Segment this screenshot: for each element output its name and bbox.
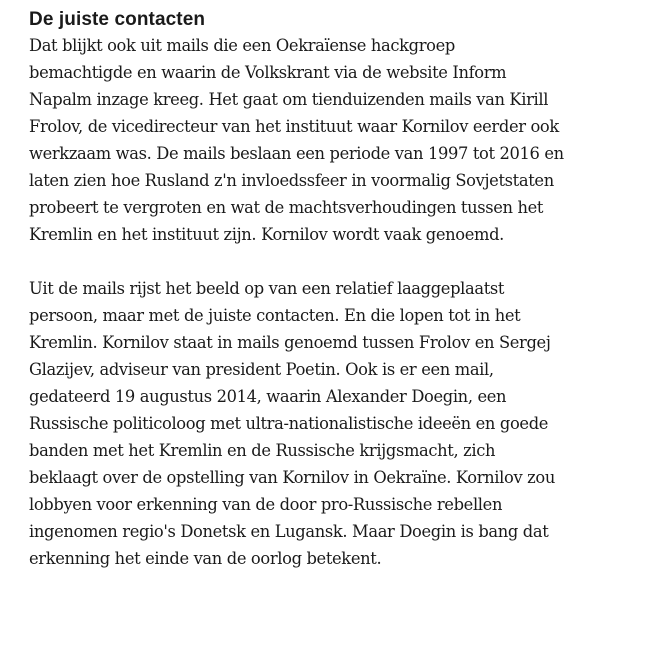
text-line: lobbyen voor erkenning van de door pro-Russische rebellen <box>29 495 503 514</box>
text-line: erkenning het einde van de oorlog betekent. <box>29 549 382 568</box>
section-heading: De juiste contacten <box>29 9 206 30</box>
text-line: beklaagt over de opstelling van Kornilov in Oekraïne. Kornilov zou <box>29 468 555 487</box>
text-line: Napalm inzage kreeg. Het gaat om tienduizenden mails van Kirill <box>29 90 549 109</box>
text-line: Kremlin. Kornilov staat in mails genoemd tussen Frolov en Sergej <box>29 333 551 352</box>
text-line: Kremlin en het instituut zijn. Kornilov wordt vaak genoemd. <box>29 225 504 244</box>
paragraph-1 <box>29 32 654 248</box>
text-line: Frolov, de vicedirecteur van het instituut waar Kornilov eerder ook <box>29 117 559 136</box>
text-line: Russische politicoloog met ultra-nationalistische ideeën en goede <box>29 414 549 433</box>
text-line: Glazijev, adviseur van president Poetin. Ook is er een mail, <box>29 360 494 379</box>
text-line: gedateerd 19 augustus 2014, waarin Alexander Doegin, een <box>29 387 507 406</box>
text-line: persoon, maar met de juiste contacten. En die lopen tot in het <box>29 306 521 325</box>
text-line: ingenomen regio's Donetsk en Lugansk. Maar Doegin is bang dat <box>29 522 549 541</box>
paragraph-2 <box>29 275 654 572</box>
text-line: Dat blijkt ook uit mails die een Oekraïense hackgroep <box>29 36 455 55</box>
text-line: bemachtigde en waarin de Volkskrant via de website Inform <box>29 63 507 82</box>
article-section <box>29 8 654 572</box>
text-line: Uit de mails rijst het beeld op van een relatief laaggeplaatst <box>29 279 505 298</box>
text-line: probeert te vergroten en wat de machtsverhoudingen tussen het <box>29 198 544 217</box>
text-line: banden met het Kremlin en de Russische krijgsmacht, zich <box>29 441 496 460</box>
paragraph-spacer <box>29 248 654 275</box>
text-line: werkzaam was. De mails beslaan een periode van 1997 tot 2016 en <box>29 144 564 163</box>
text-line: laten zien hoe Rusland z'n invloedssfeer in voormalig Sovjetstaten <box>29 171 554 190</box>
